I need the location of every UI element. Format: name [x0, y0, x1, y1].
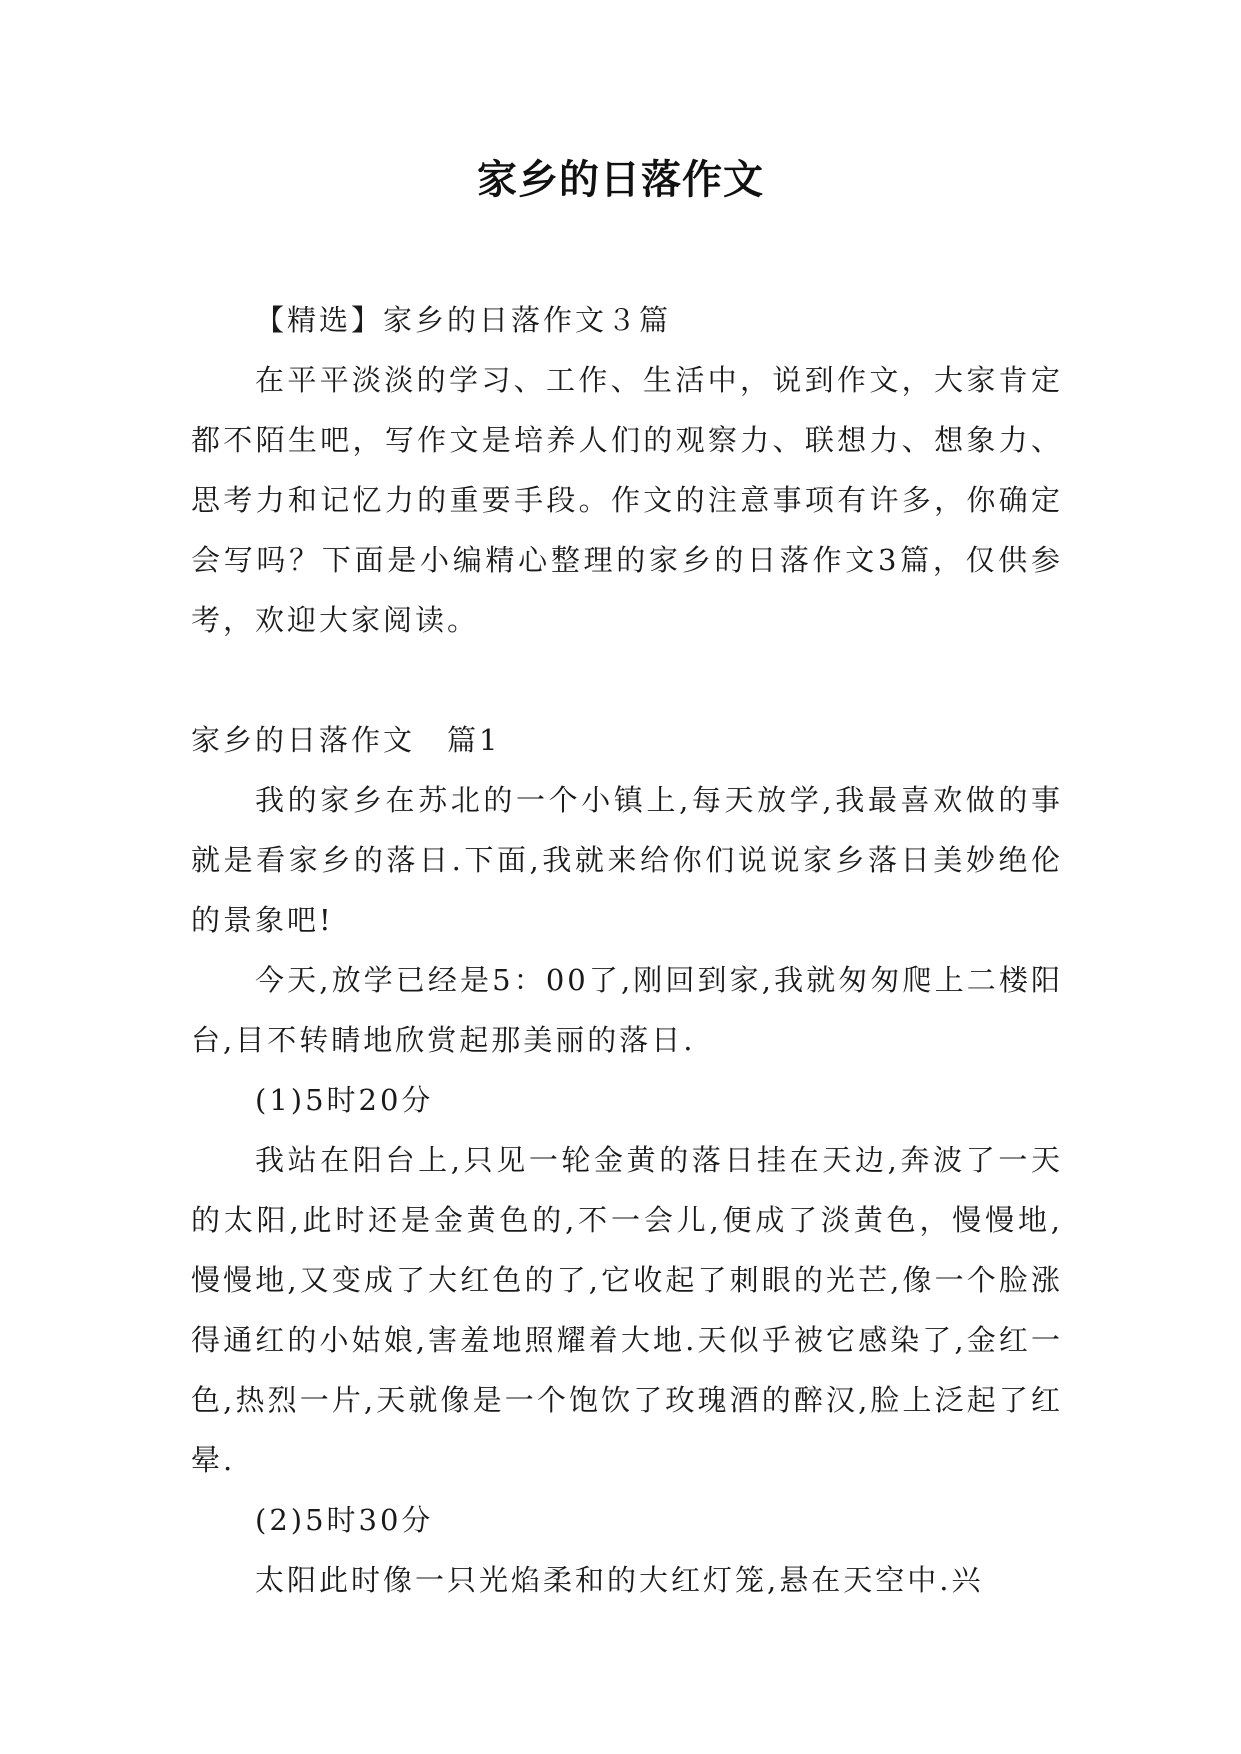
paragraph-1: 我的家乡在苏北的一个小镇上,每天放学,我最喜欢做的事就是看家乡的落日.下面,我就来给你们说说家乡落日美妙绝伦的景象吧!	[191, 783, 1063, 937]
document-title: 家乡的日落作文	[477, 157, 764, 203]
subheading-5-30: (2)5时30分	[255, 1503, 434, 1537]
intro-paragraph: 在平平淡淡的学习、工作、生活中，说到作文，大家肯定都不陌生吧，写作文是培养人们的观察力、联想力、想象力、思考力和记忆力的重要手段。作文的注意事项有许多，你确定会写吗？下面是小编精心整理的家乡的日落作文3篇，仅供参考，欢迎大家阅读。	[191, 363, 1063, 637]
paragraph-spacer	[191, 650, 1063, 710]
intro-label: 【精选】家乡的日落作文３篇	[255, 303, 672, 337]
section-heading: 家乡的日落作文 篇1	[191, 723, 501, 757]
paragraph-3: 我站在阳台上,只见一轮金黄的落日挂在天边,奔波了一天的太阳,此时还是金黄色的,不一会儿,便成了淡黄色，慢慢地,慢慢地,又变成了大红色的了,它收起了刺眼的光芒,像一个脸涨得通红的小姑娘,害羞地照耀着大地.天似乎被它感染了,金红一色,热烈一片,天就像是一个饱饮了玫瑰酒的醉汉,脸上泛起了红晕.	[191, 1143, 1063, 1477]
subheading-5-20: (1)5时20分	[255, 1083, 434, 1117]
paragraph-2: 今天,放学已经是5：00了,刚回到家,我就匆匆爬上二楼阳台,目不转睛地欣赏起那美丽的落日.	[191, 963, 1063, 1057]
document-body	[191, 290, 1063, 1610]
paragraph-4: 太阳此时像一只光焰柔和的大红灯笼,悬在天空中.兴	[255, 1563, 984, 1597]
